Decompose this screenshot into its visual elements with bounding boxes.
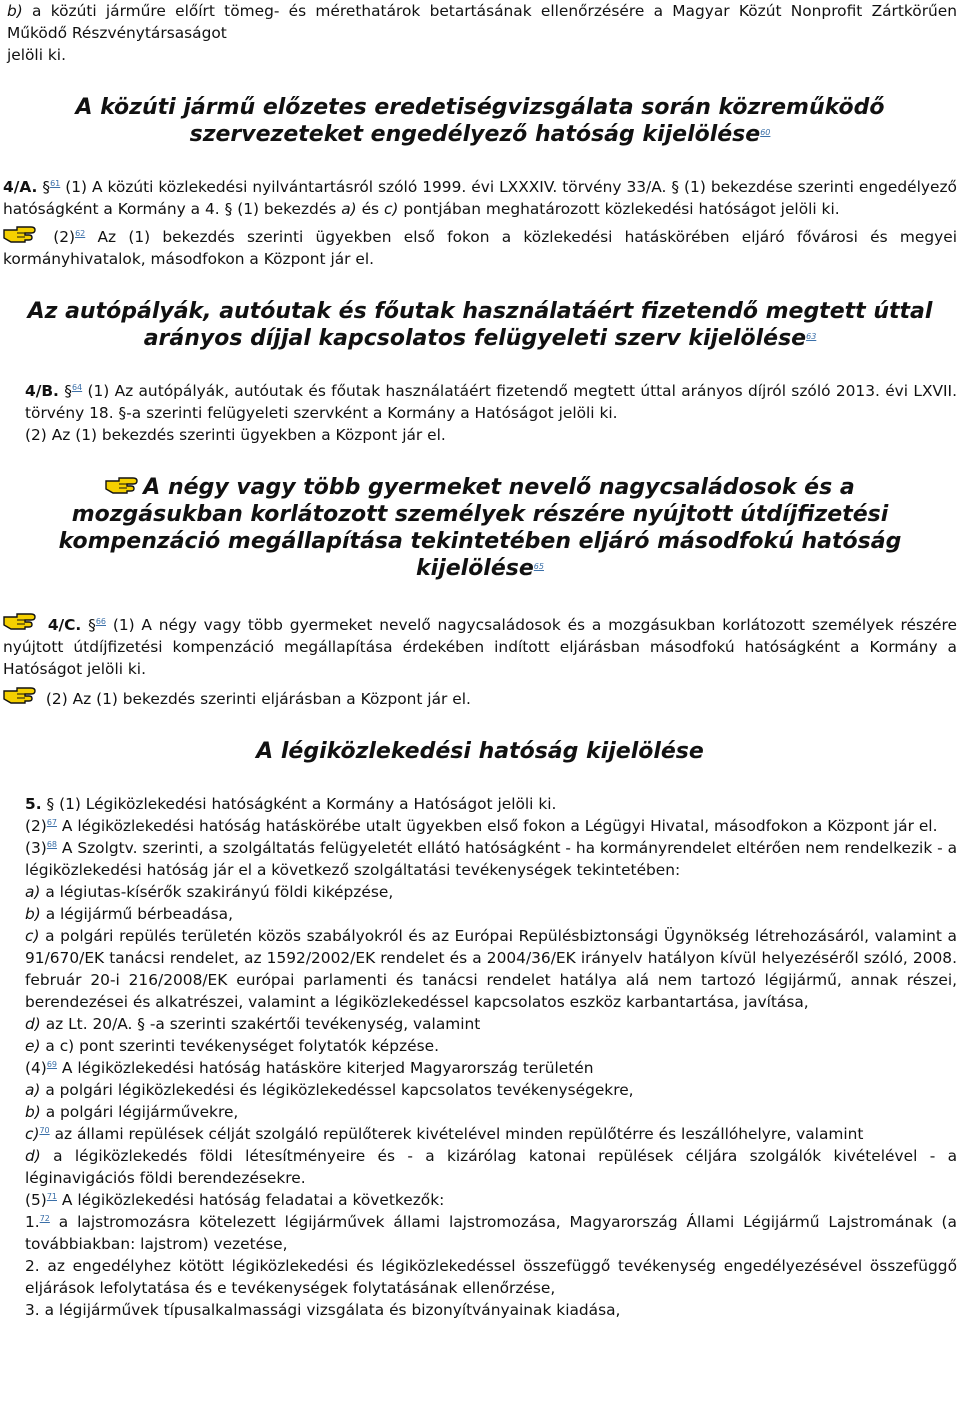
section-5-para3 bbox=[3, 837, 957, 881]
list-item bbox=[3, 1123, 957, 1145]
subsection-lead: (4) bbox=[25, 1059, 47, 1077]
heading-2 bbox=[3, 298, 957, 352]
section-4a-text: és bbox=[361, 200, 380, 218]
list-item-label: 3. bbox=[25, 1301, 40, 1319]
heading-2-title: Az autópályák, autóutak és főutak használatáért fizetendő megtett úttal arányos díjjal kapcsolatos felügyeleti szerv kijelölése bbox=[27, 299, 933, 351]
footnote-link-67[interactable]: 67 bbox=[46, 818, 57, 827]
section-4a-para2 bbox=[3, 224, 957, 270]
heading-1 bbox=[3, 94, 957, 148]
intro-tail: jelöli ki. bbox=[7, 46, 66, 64]
section-4a-text: (1) bekezdés bbox=[237, 200, 337, 218]
pointing-hand-icon bbox=[3, 610, 37, 632]
section-4c-para2 bbox=[3, 684, 957, 710]
list-item bbox=[3, 1013, 957, 1035]
intro-label: b) bbox=[7, 2, 23, 20]
list-item bbox=[3, 1211, 957, 1255]
list-item-label: b) bbox=[25, 1103, 41, 1121]
subsection-lead: (2) bbox=[25, 817, 47, 835]
pointing-hand-icon bbox=[105, 474, 139, 496]
list-item bbox=[3, 925, 957, 1013]
section-5-para1 bbox=[3, 793, 957, 815]
pointing-hand-icon bbox=[3, 684, 37, 706]
list-item-text: az Lt. 20/A. § -a szerinti szakértői tevékenység, valamint bbox=[45, 1015, 481, 1033]
footnote-link-72[interactable]: 72 bbox=[39, 1214, 50, 1223]
section-4b-text: -a szerinti felügyeleti szervként a Kormány a Hatóságot jelöli ki. bbox=[126, 404, 618, 422]
point-label: c) bbox=[383, 200, 399, 218]
paragraph-sign: § bbox=[224, 200, 233, 218]
section-4c-text: (1) A négy vagy több gyermeket nevelő nagycsaládosok és a mozgásukban korlátozott személyek részére nyújtott útdíjfizetési kompenzáció megállapítása érdekében indított eljárásban másodfokú hatóságként a Kormány a Hatóságot jelöli ki. bbox=[3, 616, 957, 678]
paragraph-sign: § bbox=[671, 178, 680, 196]
subsection-lead: (2) bbox=[53, 228, 76, 246]
section-4a-text: (1) A közúti közlekedési nyilvántartásról szóló 1999. évi LXXXIV. törvény 33/A. bbox=[65, 178, 667, 196]
footnote-link-62[interactable]: 62 bbox=[75, 229, 86, 238]
list-item-label: d) bbox=[25, 1147, 41, 1165]
list-item-text: a polgári légiközlekedési és légiközlekedéssel kapcsolatos tevékenységekre, bbox=[45, 1081, 634, 1099]
section-4b-text: (1) Az autópályák, autóutak és főutak használatáért fizetendő megtett úttal arányos díjról szóló 2013. évi LXVII. törvény 18. bbox=[25, 382, 957, 422]
footnote-link-68[interactable]: 68 bbox=[46, 840, 57, 849]
footnote-link-61[interactable]: 61 bbox=[50, 179, 61, 188]
subsection-lead: (3) bbox=[25, 839, 47, 857]
list-item-label: c) bbox=[25, 927, 40, 945]
list-para5 bbox=[3, 1211, 957, 1321]
list-item-label: b) bbox=[25, 905, 41, 923]
list-item-text: az engedélyhez kötött légiközlekedési és légiközlekedéssel összefüggő tevékenység engedélyezésével összefüggő eljárások lefolytatása és e tevékenységek folytatásának ellenőrzése, bbox=[25, 1257, 957, 1297]
section-number: 4/A. bbox=[3, 178, 38, 196]
heading-4-title: A légiközlekedési hatóság kijelölése bbox=[256, 739, 704, 764]
heading-3-title: A négy vagy több gyermeket nevelő nagycsaládosok és a mozgásukban korlátozott személyek részére nyújtott útdíjfizetési kompenzáció megállapítása tekintetében eljáró másodfokú hatóság kijelölése bbox=[58, 475, 902, 581]
footnote-link-70[interactable]: 70 bbox=[39, 1126, 50, 1135]
heading-1-title: A közúti jármű előzetes eredetiségvizsgálata során közreműködő szervezeteket engedélyező hatóság kijelölése bbox=[75, 95, 885, 147]
list-item-text: a légijármű bérbeadása, bbox=[45, 905, 233, 923]
paragraph-sign: § bbox=[42, 178, 51, 196]
section-4b-para2: (2) Az (1) bekezdés szerinti ügyekben a Központ jár el. bbox=[25, 426, 446, 444]
list-item bbox=[3, 1035, 957, 1057]
list-item-text: a polgári légijárművekre, bbox=[45, 1103, 239, 1121]
section-4a-para1 bbox=[3, 176, 957, 220]
paragraph-sign: § bbox=[46, 795, 55, 813]
list-item-text: a légijárművek típusalkalmassági vizsgálata és bizonyítványainak kiadása, bbox=[44, 1301, 621, 1319]
section-5-text: A Szolgtv. szerinti, a szolgáltatás felügyeletét ellátó hatóságként - ha kormányrendelet eltérően nem rendelkezik - a légiközlekedési hatóság jár el a következő szolgáltatási tevékenységek tekintetében: bbox=[25, 839, 958, 879]
footnote-link-66[interactable]: 66 bbox=[95, 617, 106, 626]
subsection-lead: (5) bbox=[25, 1191, 47, 1209]
section-5-para5 bbox=[3, 1189, 957, 1211]
heading-3 bbox=[3, 474, 957, 582]
section-4c-para1 bbox=[3, 610, 957, 680]
list-item-label: e) bbox=[25, 1037, 41, 1055]
list-item bbox=[3, 881, 957, 903]
list-item-text: a légiutas-kísérők szakirányú földi kiképzése, bbox=[45, 883, 394, 901]
list-item-text: a polgári repülés területén közös szabályokról és az Európai Repülésbiztonsági Ügynökség létrehozásáról, valamint a 91/670/EK tanácsi rendelet, az 1592/2002/EK rendelet és a 2004/36/EK irányelv hatályon kívül helyezéséről szóló, 2008. február 20-i 216/2008/EK európai parlamenti és tanácsi rendelet hatálya alá nem tartozó légijármű, annak részei, berendezései és alkatrészei, valamint a légiközlekedéssel kapcsolatos eszköz karbantartása, javítása, bbox=[25, 927, 957, 1011]
list-item-label: c) bbox=[25, 1125, 40, 1143]
pointing-hand-icon bbox=[3, 224, 37, 244]
section-4a-text: (1) bekezdése szerinti engedélyező hatóságként a Kormány a 4. bbox=[3, 178, 957, 218]
section-5-text: (1) Légiközlekedési hatóságként a Kormány a Hatóságot jelöli ki. bbox=[59, 795, 557, 813]
list-item bbox=[3, 1079, 957, 1101]
list-item-label: a) bbox=[25, 883, 41, 901]
section-4c-para2-text: (2) Az (1) bekezdés szerinti eljárásban a Központ jár el. bbox=[45, 690, 471, 708]
section-5-para2 bbox=[3, 815, 957, 837]
footnote-link-69[interactable]: 69 bbox=[46, 1060, 57, 1069]
footnote-link-60[interactable]: 60 bbox=[760, 128, 771, 137]
paragraph-sign: § bbox=[118, 404, 127, 422]
section-4a-text: pontjában meghatározott közlekedési hatóságot jelöli ki. bbox=[403, 200, 840, 218]
list-item-label: a) bbox=[25, 1081, 41, 1099]
footnote-link-63[interactable]: 63 bbox=[806, 332, 817, 341]
section-5-text: A légiközlekedési hatóság feladatai a következők: bbox=[61, 1191, 445, 1209]
section-number: 5. bbox=[25, 795, 42, 813]
intro-text: a közúti járműre előírt tömeg- és mérethatárok betartásának ellenőrzésére a Magyar Közút Nonprofit Zártkörűen Működő Részvénytársaságot bbox=[7, 2, 957, 42]
list-item-label: 1. bbox=[25, 1213, 40, 1231]
list-item-text: a c) pont szerinti tevékenységet folytatók képzése. bbox=[45, 1037, 439, 1055]
section-4a-para2-text: Az (1) bekezdés szerinti ügyekben első fokon a közlekedési hatáskörében eljáró fővárosi és megyei kormányhivatalok, másodfokon a Központ jár el. bbox=[3, 228, 957, 268]
section-5-text: A légiközlekedési hatóság hatásköre kiterjed Magyarország területén bbox=[61, 1059, 594, 1077]
list-item bbox=[3, 903, 957, 925]
list-item-text: a lajstromozásra kötelezett légijárművek állami lajstromozása, Magyarország Állami Légijármű Lajstromának (a továbbiakban: lajstrom) vezetése, bbox=[25, 1213, 957, 1253]
footnote-link-65[interactable]: 65 bbox=[533, 562, 544, 571]
section-5-para4 bbox=[3, 1057, 957, 1079]
list-item bbox=[3, 1255, 957, 1299]
list-item-text: az állami repülések célját szolgáló repülőterek kivételével minden repülőtérre és leszállóhelyre, valamint bbox=[54, 1125, 864, 1143]
list-item-label: 2. bbox=[25, 1257, 40, 1275]
list-item bbox=[3, 1145, 957, 1189]
footnote-link-64[interactable]: 64 bbox=[71, 383, 83, 392]
point-label: a) bbox=[341, 200, 357, 218]
list-item bbox=[3, 1101, 957, 1123]
section-5-text: A légiközlekedési hatóság hatáskörébe utalt ügyekben első fokon a Légügyi Hivatal, másodfokon a Központ jár el. bbox=[61, 817, 938, 835]
list-item-text: a légiközlekedés földi létesítményeire és - a kizárólag katonai repülések céljára szolgálók kivételével - a léginavigációs földi berendezésekre. bbox=[25, 1147, 957, 1187]
section-4b-para1 bbox=[3, 380, 957, 424]
list-item bbox=[3, 1299, 957, 1321]
intro-paragraph bbox=[3, 0, 957, 44]
paragraph-sign: § bbox=[88, 616, 96, 634]
list-para3 bbox=[3, 881, 957, 1057]
footnote-link-71[interactable]: 71 bbox=[46, 1192, 57, 1201]
section-number: 4/B. bbox=[25, 382, 59, 400]
list-para4 bbox=[3, 1079, 957, 1189]
heading-4 bbox=[3, 738, 957, 765]
paragraph-sign: § bbox=[64, 382, 72, 400]
section-number: 4/C. bbox=[47, 616, 82, 634]
list-item-label: d) bbox=[25, 1015, 41, 1033]
